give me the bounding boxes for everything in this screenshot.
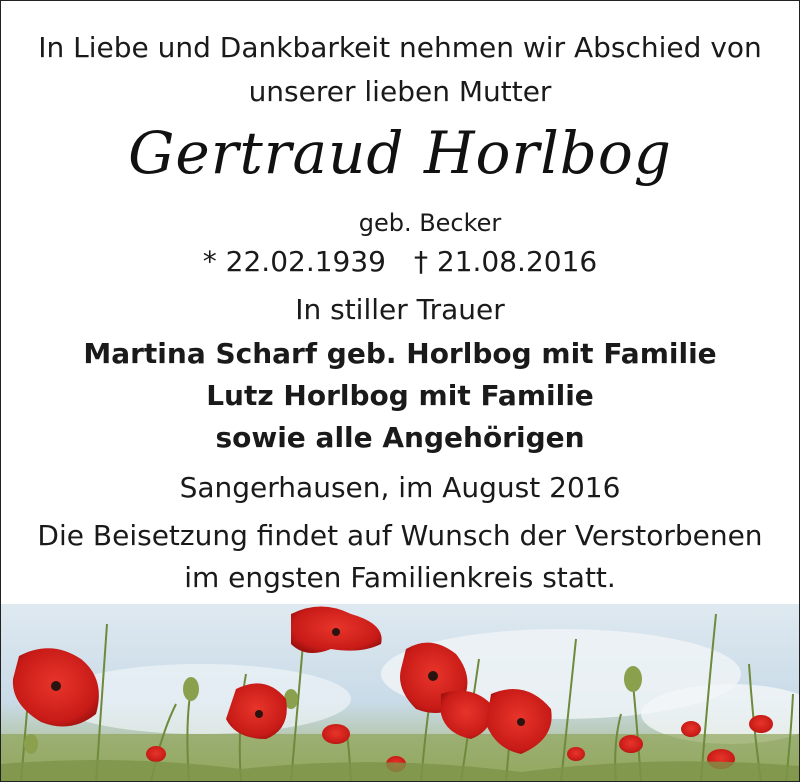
mourner-line: sowie alle Angehörigen <box>215 421 585 454</box>
life-dates <box>1 245 799 278</box>
mourning-intro: In stiller Trauer <box>295 293 505 326</box>
mourner-line: Lutz Horlbog mit Familie <box>206 379 594 412</box>
mourner-line: Martina Scharf geb. Horlbog mit Familie <box>83 337 717 370</box>
funeral-line-2: im engsten Familienkreis statt. <box>184 561 616 594</box>
intro-line-1: In Liebe und Dankbarkeit nehmen wir Abschied von <box>38 31 762 64</box>
poppy-bud <box>24 734 38 754</box>
funeral-line-1: Die Beisetzung findet auf Wunsch der Verstorbenen <box>37 519 763 552</box>
place-date: Sangerhausen, im August 2016 <box>179 471 621 504</box>
foreground-grass <box>1 760 799 782</box>
death-date: † 21.08.2016 <box>414 245 598 278</box>
poppy-bud <box>624 666 642 692</box>
poppy-field-photo <box>1 604 799 782</box>
deceased-name: Gertraud Horlbog <box>128 119 672 187</box>
maiden-name: geb. Becker <box>358 209 502 237</box>
birth-date: * 22.02.1939 <box>202 245 386 278</box>
intro-line-2: unserer lieben Mutter <box>248 75 552 108</box>
poppy-bud <box>183 677 199 701</box>
